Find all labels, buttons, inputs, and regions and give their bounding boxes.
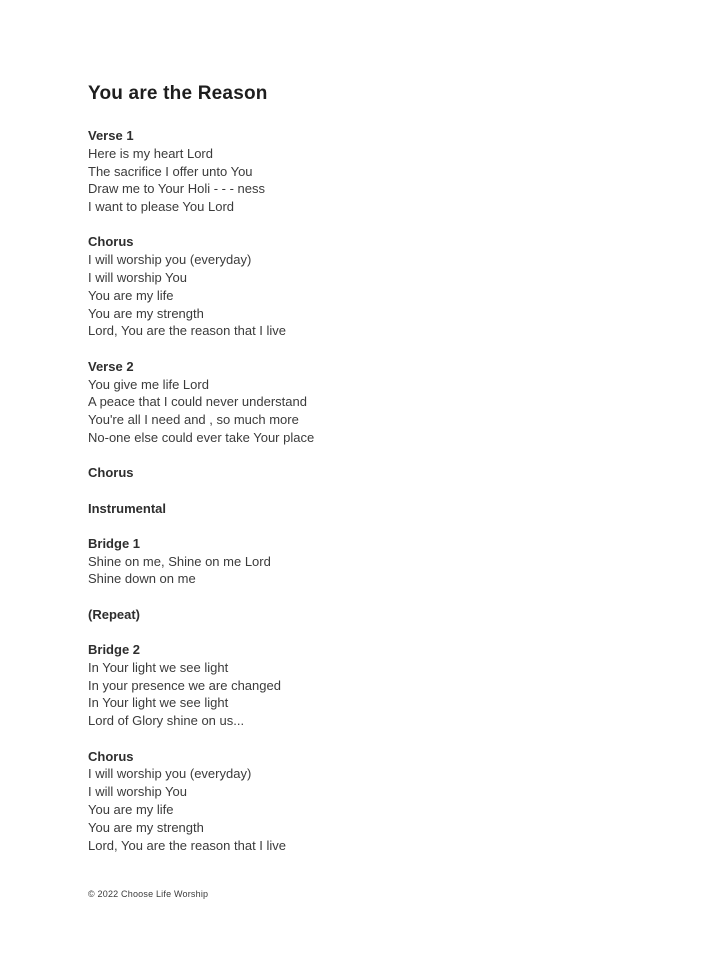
section-heading: Verse 2 [88, 358, 134, 374]
lyric-line: You are my life [88, 801, 174, 817]
section-heading: Verse 1 [88, 128, 134, 143]
section-verse-1 [88, 127, 640, 216]
section-verse-2 [88, 358, 640, 447]
section-bridge-1 [88, 535, 640, 588]
lyric-line: I want to please You Lord [88, 199, 235, 215]
lyric-line: Draw me to Your Holi - - - ness [88, 181, 266, 197]
copyright-notice: © 2022 Choose Life Worship [88, 889, 209, 899]
section-chorus-1 [88, 233, 640, 340]
section-chorus-final [88, 748, 640, 855]
section-heading: Chorus [88, 748, 134, 764]
lyric-line: In your presence we are changed [88, 677, 281, 693]
lyric-line: I will worship you (everyday) [88, 766, 252, 782]
lyric-line: The sacrifice I offer unto You [88, 163, 253, 179]
lyric-line: Lord, You are the reason that I live [88, 837, 287, 853]
section-chorus-ref [88, 464, 640, 482]
section-heading: Instrumental [88, 500, 167, 516]
lyric-line: Shine on me, Shine on me Lord [88, 553, 271, 569]
lyric-line: You give me life Lord [88, 376, 209, 392]
section-heading: Chorus [88, 465, 134, 481]
section-heading: Chorus [88, 234, 134, 250]
section-bridge-2 [88, 641, 640, 730]
section-instrumental [88, 500, 640, 518]
lyric-line: Shine down on me [88, 571, 196, 587]
lyric-line: I will worship You [88, 270, 187, 286]
lyric-line: I will worship you (everyday) [88, 252, 252, 268]
lyric-line: No-one else could ever take Your place [88, 429, 315, 445]
lyric-line: You are my strength [88, 819, 204, 835]
lyric-line: A peace that I could never understand [88, 394, 307, 410]
lyric-line: Here is my heart Lord [88, 145, 213, 161]
lyric-line: Lord of Glory shine on us... [88, 713, 245, 729]
section-heading: (Repeat) [88, 606, 141, 622]
lyric-line: In Your light we see light [88, 695, 229, 711]
section-heading: Bridge 1 [88, 535, 141, 551]
lyric-line: In Your light we see light [88, 659, 229, 675]
lyric-line: You are my strength [88, 305, 204, 321]
song-title: You are the Reason [88, 83, 268, 104]
section-heading: Bridge 2 [88, 642, 141, 658]
lyric-line: I will worship You [88, 784, 187, 800]
lyric-line: Lord, You are the reason that I live [88, 323, 287, 339]
lyric-line: You are my life [88, 287, 174, 303]
section-repeat [88, 606, 640, 624]
lyric-line: You're all I need and , so much more [88, 412, 299, 428]
